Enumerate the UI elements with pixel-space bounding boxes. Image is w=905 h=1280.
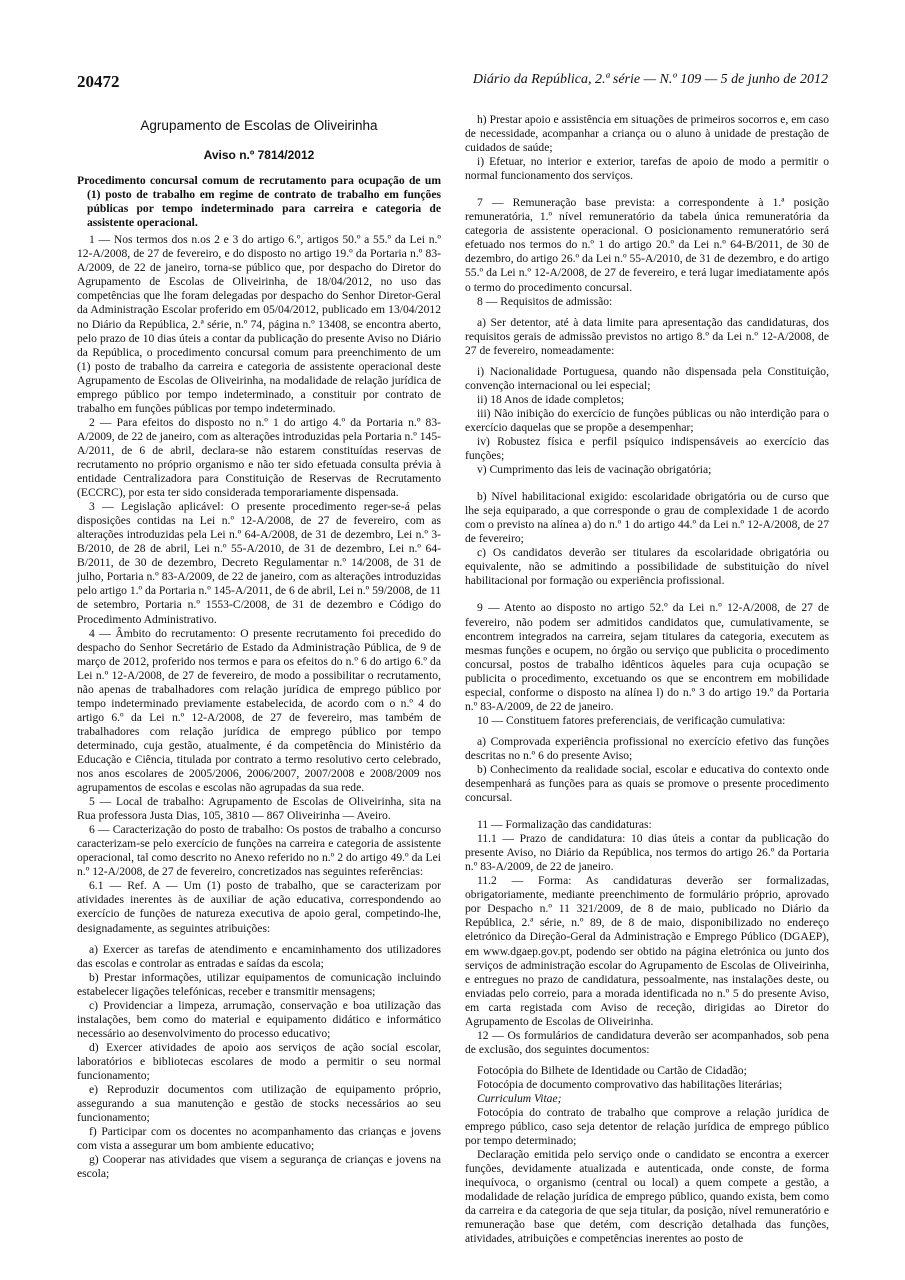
requirement-iv: iv) Robustez física e perfil psíquico indispensáveis ao exercício das funções;	[465, 434, 829, 463]
paragraph-1: 1 — Nos termos dos n.os 2 e 3 do artigo 6.º, artigos 50.º a 55.º da Lei n.º 12-A/2008, de 27 de fevereiro, e do disposto no artigo 19.º da Portaria n.º 83-A/2009, de 22 de janeiro, torna-se público que, por despacho do Diretor do Agrupamento de Escolas de Oliveirinha, de 18/04/2012, no uso das competências que lhe foram delegadas por despacho do Senhor Diretor-Geral da Administração Escolar proferido em 05/04/2012, publicado em 13/04/2012 no Diário da República, 2.ª série, n.º 74, página n.º 13408, se encontra aberto, pelo prazo de 10 dias úteis a contar da publicação do presente Aviso no Diário da República, o procedimento concursal comum para preenchimento de um (1) posto de trabalho da carreira e categoria de assistente operacional deste Agrupamento de Escolas de Oliveirinha, na modalidade de relação jurídica de emprego público por tempo indeterminado, a constituir por contrato de trabalho em funções públicas por tempo indeterminado.	[77, 233, 441, 415]
document-item-3	[465, 1092, 829, 1106]
procedure-title: Procedimento concursal comum de recrutamento para ocupação de um (1) posto de trabalho em regime de contrato de trabalho em funções públicas por tempo indeterminado para carreira e categoria de assistente operacional.	[77, 174, 441, 230]
document-item-4: Fotocópia do contrato de trabalho que comprove a relação jurídica de emprego público, caso seja detentor de relação jurídica de emprego público por tempo determinado;	[465, 1106, 829, 1148]
document-item-1: Fotocópia do Bilhete de Identidade ou Cartão de Cidadão;	[477, 1063, 747, 1077]
list-item-b: b) Prestar informações, utilizar equipamentos de comunicação incluindo estabelecer ligações telefónicas, receber e transmitir mensagens;	[77, 970, 441, 998]
paragraph-10-b: b) Conhecimento da realidade social, escolar e educativa do contexto onde desempenhará as funções para as quais se promove o presente procedimento concursal.	[465, 762, 829, 805]
page-number: 20472	[77, 72, 120, 91]
list-item-i: i) Efetuar, no interior e exterior, tarefas de apoio de modo a permitir o normal funcionamento dos serviços.	[465, 155, 829, 183]
list-item-d: d) Exercer atividades de apoio aos serviços de ação social escolar, laboratórios e bibliotecas escolares de modo a permitir o seu normal funcionamento;	[77, 1040, 441, 1082]
paragraph-11-2: 11.2 — Forma: As candidaturas deverão ser formalizadas, obrigatoriamente, mediante preenchimento de formulário próprio, aprovado por Despacho n.º 11 321/2009, de 8 de maio, publicado no Diário da República, 2.ª série, n.º 89, de 8 de maio, disponibilizado no endereço eletrónico da Direção-Geral da Administração e Emprego Público (DGAEP), em www.dgaep.gov.pt, podendo ser obtido na página eletrónica ou junto dos serviços de administração escolar do Agrupamento de Escolas de Oliveirinha, e entregues no prazo de candidatura, pessoalmente, nas instalações deste, ou enviadas pelo correio, para a morada identificada no n.º 5 do presente Aviso, em carta registada com Aviso de receção, dirigidas ao Diretor do Agrupamento de Escolas de Oliveirinha.	[465, 874, 829, 1028]
paragraph-7: 7 — Remuneração base prevista: a correspondente à 1.ª posição remuneratória, 1.º nível remuneratório da tabela única remuneratória da categoria de assistente operacional. O posicionamento remuneratório será efetuado nos termos do n.º 1 do artigo 20.º da Lei n.º 64-B/2011, de 30 de dezembro, do artigo 26.º da Lei n.º 55-A/2010, de 31 de dezembro, e do artigo 55.º da Lei n.º 12-A/2008, de 27 de fevereiro, e terá lugar imediatamente após o termo do procedimento concursal.	[465, 196, 829, 294]
paragraph-4: 4 — Âmbito do recrutamento: O presente recrutamento foi precedido do despacho do Senhor Secretário de Estado da Administração Pública, de 9 de março de 2012, proferido nos termos e para os efeitos do n.º 6 do artigo 6.º da Lei n.º 12-A/2008, de 27 de fevereiro, de modo a possibilitar o recrutamento, não apenas de trabalhadores com relação jurídica de emprego público por tempo indeterminado previamente estabelecida, de acordo com o n.º 4 do artigo 6.º da Lei n.º 12-A/2008, de 27 de fevereiro, mas também de trabalhadores com relação jurídica de emprego público por tempo determinado, cuja gestão, atualmente, é da competência do Ministério da Educação e Ciência, titulada por contrato a termo resolutivo certo celebrado, nos anos escolares de 2005/2006, 2006/2007, 2007/2008 e 2008/2009 nos agrupamentos de escolas e escolas não agrupadas da sua rede.	[77, 626, 441, 795]
journal-title: Diário da República, 2.ª série — N.º 109 — 5 de junho de 2012	[472, 72, 828, 87]
paragraph-8: 8 — Requisitos de admissão:	[477, 294, 613, 308]
paragraph-6-1: 6.1 — Ref. A — Um (1) posto de trabalho, que se caracterizam por atividades inerentes às de auxiliar de ação educativa, correspondendo ao exercício de funções de natureza executiva de apoio geral, competindo-lhe, designadamente, as seguintes atribuições:	[77, 879, 441, 935]
paragraph-11: 11 — Formalização das candidaturas:	[477, 818, 652, 832]
curriculum-vitae-text: Curriculum Vitae;	[477, 1092, 562, 1105]
paragraph-10-a: a) Comprovada experiência profissional no exercício efetivo das funções descritas no n.º 6 do presente Aviso;	[465, 734, 829, 762]
requirement-i: i) Nacionalidade Portuguesa, quando não dispensada pela Constituição, convenção internacional ou lei especial;	[465, 364, 829, 392]
requirement-v: v) Cumprimento das leis de vacinação obrigatória;	[477, 463, 712, 477]
list-item-e: e) Reproduzir documentos com utilização de equipamento próprio, assegurando a sua manutenção e gestão de stocks necessários ao seu funcionamento;	[77, 1083, 441, 1125]
paragraph-8-a: a) Ser detentor, até à data limite para apresentação das candidaturas, dos requisitos gerais de admissão previstos no artigo 8.º da Lei n.º 12-A/2008, de 27 de fevereiro, nomeadamente:	[465, 315, 829, 357]
requirement-iii: iii) Não inibição do exercício de funções públicas ou não interdição para o exercício daquelas que se propõe a desempenhar;	[465, 406, 829, 434]
right-column	[465, 113, 829, 1247]
list-item-a: a) Exercer as tarefas de atendimento e encaminhamento dos utilizadores das escolas e controlar as entradas e saídas da escola;	[77, 942, 441, 970]
document-item-2: Fotocópia de documento comprovativo das habilitações literárias;	[477, 1077, 783, 1091]
notice-number: Aviso n.º 7814/2012	[203, 148, 315, 162]
list-item-g: g) Cooperar nas atividades que visem a segurança de crianças e jovens na escola;	[77, 1153, 441, 1181]
organization-name: Agrupamento de Escolas de Oliveirinha	[140, 118, 378, 133]
paragraph-9: 9 — Atento ao disposto no artigo 52.º da Lei n.º 12-A/2008, de 27 de fevereiro, não podem ser admitidos candidatos que, cumulativamente, se encontrem integrados na carreira, sejam titulares da categoria, executem as mesmas funções e ocupem, no órgão ou serviço que publicita o procedimento concursal, postos de trabalho idênticos àqueles para cuja ocupação se publicita o procedimento, excetuando os que se encontrem em mobilidade especial, conforme o disposto na alínea l) do n.º 3 do artigo 19.º da Portaria n.º 83-A/2009, de 22 de janeiro.	[465, 601, 829, 713]
paragraph-11-1: 11.1 — Prazo de candidatura: 10 dias úteis a contar da publicação do presente Aviso, no Diário da República, nos termos do artigo 26.º da Portaria n.º 83-A/2009, de 22 de janeiro.	[465, 832, 829, 874]
paragraph-3: 3 — Legislação aplicável: O presente procedimento reger-se-á pelas disposições contidas na Lei n.º 12-A/2008, de 27 de fevereiro, com as alterações introduzidas pela Lei n.º 64-A/2008, de 31 de dezembro, Lei n.º 3-B/2010, de 28 de abril, Lei n.º 55-A/2010, de 31 de dezembro, Lei n.º 64-B/2011, de 30 de dezembro, Decreto Regulamentar n.º 14/2008, de 31 de julho, Portaria n.º 83-A/2009, de 22 de janeiro, com as alterações introduzidas pelo artigo 1.º da Portaria n.º 145-A/2011, de 6 de abril, Lei n.º 59/2008, de 11 de setembro, Portaria n.º 1553-C/2008, de 31 de dezembro e Código do Procedimento Administrativo.	[77, 500, 441, 626]
left-column	[77, 113, 441, 1181]
paragraph-6: 6 — Caracterização do posto de trabalho: Os postos de trabalho a concurso caracterizam-se pelo exercício de funções na carreira e categoria de assistente operacional, tal como descrito no Anexo referido no n.º 2 do artigo 49.º da Lei n.º 12-A/2008, de 27 de fevereiro, concretizados nas seguintes referências:	[77, 823, 441, 879]
paragraph-2: 2 — Para efeitos do disposto no n.º 1 do artigo 4.º da Portaria n.º 83-A/2009, de 22 de janeiro, com as alterações introduzidas pela Portaria n.º 145-A/2011, de 6 de abril, declara-se não estarem constituídas reservas de recrutamento no próprio organismo e não ter sido efetuada consulta prévia à entidade Centralizadora para Constituição de Reservas de Recrutamento (ECCRC), por esta ter sido considerada temporariamente dispensada.	[77, 415, 441, 500]
list-item-f: f) Participar com os docentes no acompanhamento das crianças e jovens com vista a assegurar um bom ambiente educativo;	[77, 1125, 441, 1153]
document-item-5: Declaração emitida pelo serviço onde o candidato se encontra a exercer funções, devidamente atualizada e autenticada, onde conste, de forma inequívoca, o organismo (central ou local) a quem compete a gestão, a modalidade de relação jurídica de emprego público, quando exista, bem como da carreira e da categoria de que seja titular, da posição, nível remuneratório e remuneração base que detém, com descrição detalhada das funções, atividades, atribuições e competências inerentes ao posto de	[465, 1148, 829, 1246]
paragraph-12: 12 — Os formulários de candidatura deverão ser acompanhados, sob pena de exclusão, dos seguintes documentos:	[465, 1028, 829, 1056]
paragraph-5: 5 — Local de trabalho: Agrupamento de Escolas de Oliveirinha, sita na Rua professora Justa Dias, 105, 3810 — 867 Oliveirinha — Aveiro.	[77, 795, 441, 823]
page-header	[77, 72, 828, 94]
list-item-c: c) Providenciar a limpeza, arrumação, conservação e boa utilização das instalações, bem como do material e equipamento didático e informático necessário ao desenvolvimento do processo educativo;	[77, 998, 441, 1040]
requirement-ii: ii) 18 Anos de idade completos;	[477, 392, 625, 406]
list-item-h: h) Prestar apoio e assistência em situações de primeiros socorros e, em caso de necessidade, acompanhar a criança ou o aluno à unidade de prestação de cuidados de saúde;	[465, 113, 829, 155]
paragraph-10: 10 — Constituem fatores preferenciais, de verificação cumulativa:	[477, 713, 786, 727]
paragraph-8-c: c) Os candidatos deverão ser titulares da escolaridade obrigatória ou equivalente, não se admitindo a possibilidade de substituição do nível habilitacional por formação ou experiência profissional.	[465, 546, 829, 588]
paragraph-8-b: b) Nível habilitacional exigido: escolaridade obrigatória ou de curso que lhe seja equiparado, a que corresponde o grau de complexidade 1 de acordo com o previsto na alínea a) do n.º 1 do artigo 44.º da Lei n.º 12-A/2008, de 27 de fevereiro;	[465, 490, 829, 546]
